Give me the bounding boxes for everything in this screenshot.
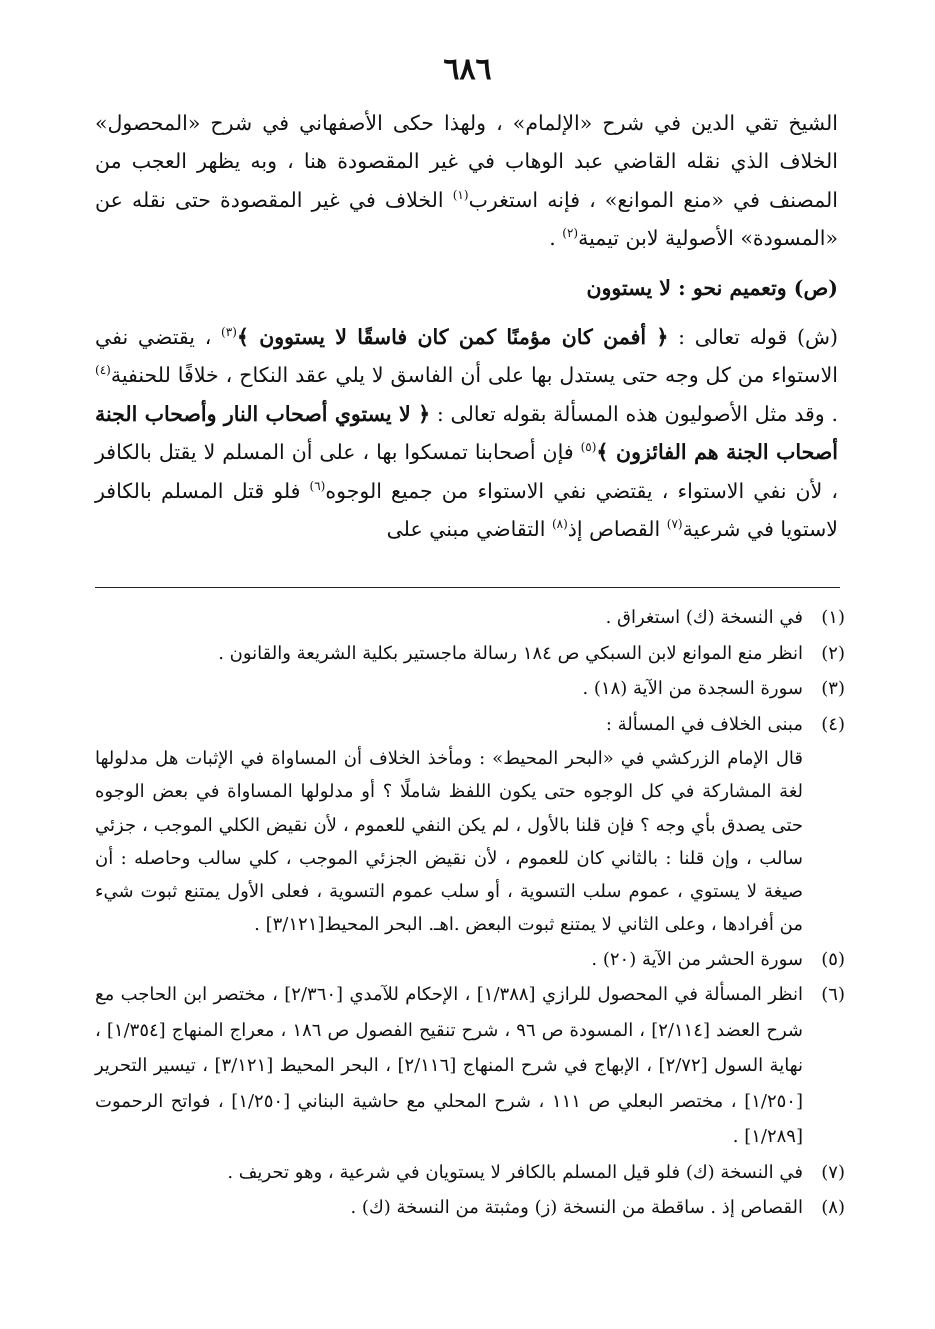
section-heading: (ص) وتعميم نحو : لا يستوون (586, 275, 838, 300)
footnote-text: انظر المسألة في المحصول للرازي [١/٣٨٨] ، الإحكام للآمدي [٢/٣٦٠] ، مختصر ابن الحاجب مع شرح العضد [٢/١١٤] ، المسودة ص ٩٦ ، شرح تنقيح الفصول ص ١٨٦ ، معراج المنهاج [١/٣٥٤] ، نهاية السول [٢/٧٢] ، الإبهاج في شرح المنهاج [٢/١١٦] ، البحر المحيط [٣/١٢١] ، تيسير التحرير [١/٢٥٠] ، مختصر البعلي ص ١١١ ، شرح المحلي مع حاشية البناني [١/٢٥٠] ، فواتح الرحموت [١/٢٨٩] . (95, 984, 804, 1148)
footnote-4 (95, 707, 845, 743)
paragraph-1 (95, 104, 838, 258)
paragraph-2-text-a: (ش) قوله تعالى : (668, 325, 838, 350)
paragraph-2-text-e: فلو قتل المسلم بالكافر لاستويا في شرعية (95, 478, 838, 542)
footnote-ref-5: (٥) (580, 440, 597, 455)
footnotes (95, 600, 845, 1226)
footnote-text: انظر منع الموانع لابن السبكي ص ١٨٤ رسالة ماجستير بكلية الشريعة والقانون . (218, 642, 803, 664)
footnote-text: في النسخة (ك) استغراق . (605, 607, 803, 628)
page-number: ٦٨٦ (443, 52, 492, 87)
footnote-number: (٥) (821, 948, 845, 970)
footnote-8 (95, 1190, 845, 1226)
footnote-number: (٢) (821, 642, 845, 664)
paragraph-2-text-g: التقاضي مبني على (386, 517, 552, 542)
quran-verse-2: ﴿ لا يستوي أصحاب النار وأصحاب الجنة أصحاب الجنة هم الفائزون ﴾ (95, 401, 838, 465)
footnote-number: (٧) (821, 1161, 845, 1183)
footnote-7 (95, 1155, 845, 1191)
footnote-ref-7: (٧) (666, 517, 683, 532)
footnote-text: سورة السجدة من الآية (١٨) . (582, 678, 803, 699)
paragraph-2-text-c: . وقد مثل الأصوليون هذه المسألة بقوله تعالى : (430, 401, 838, 426)
footnote-number: (٦) (821, 984, 845, 1006)
footnote-1 (95, 600, 845, 636)
paragraph-2-text-f: القصاص إذ (567, 517, 667, 542)
footnote-6 (95, 977, 845, 1155)
footnote-2 (95, 636, 845, 672)
footnote-text: سورة الحشر من الآية (٢٠) . (591, 948, 803, 970)
quran-verse-1: ﴿ أفمن كان مؤمنًا كمن كان فاسقًا لا يستوون ﴾ (236, 325, 669, 350)
footnote-ref-1: (١) (452, 187, 469, 202)
footnote-ref-8: (٨) (551, 517, 568, 532)
footnote-ref-2: (٢) (562, 226, 579, 241)
footnote-ref-3: (٣) (221, 325, 237, 340)
footnote-number: (٨) (821, 1197, 845, 1219)
paragraph-1-text-a: الشيخ تقي الدين في شرح «الإلمام» ، ولهذا حكى الأصفهاني في شرح «المحصول» الخلاف الذي نقله القاضي عبد الوهاب في غير المقصودة هنا ، وبه يظهر العجب من المصنف في «منع الموانع» ، فإنه استغرب (95, 111, 838, 212)
footnote-number: (١) (821, 607, 845, 628)
footnote-5 (95, 942, 845, 978)
footnote-3 (95, 671, 845, 707)
footnote-text: مبنى الخلاف في المسألة : (605, 713, 803, 735)
footnote-4-quote: قال الإمام الزركشي في «البحر المحيط» : ومأخذ الخلاف أن المساواة في الإثبات هل مدلولها لغة المشاركة في كل الوجوه حتى يكون اللفظ شاملًا ؟ أو مدلولها المساواة في بعض الوجوه حتى يصدق بأي وجه ؟ فإن قلنا بالأول ، لم يكن النفي للعموم ، لأن نقيض الكلي الموجب ، جزئي سالب ، وإن قلنا : بالثاني كان للعموم ، لأن نقيض الجزئي الموجب ، كلي سالب وحاصله : أن صيغة لا يستوي ، عموم سلب التسوية ، أو سلب عموم التسوية ، فعلى الأول يمتنع ثبوت شيء من أفرادها ، وعلى الثاني لا يمتنع ثبوت البعض .اهـ. البحر المحيط[٣/١٢١] . (95, 748, 803, 936)
paragraph-2-text-d: فإن أصحابنا تمسكوا بها ، على أن المسلم لا يقتل بالكافر ، لأن نفي الاستواء ، يقتضي نفي الاستواء من جميع الوجوه (95, 440, 839, 503)
paragraph-1-text-b: الخلاف في غير المقصودة حتى نقله عن «المسودة» الأصولية لابن تيمية (95, 187, 838, 251)
footnote-number: (٣) (821, 678, 845, 699)
footnote-ref-4: (٤) (95, 363, 111, 378)
footnote-divider (95, 587, 840, 588)
paragraph-2 (95, 318, 838, 548)
main-text (95, 104, 838, 548)
footnote-ref-6: (٦) (309, 478, 326, 493)
footnote-text: في النسخة (ك) فلو قيل المسلم بالكافر لا يستويان في شرعية ، وهو تحريف . (227, 1161, 803, 1183)
footnote-number: (٤) (821, 713, 845, 735)
paragraph-1-text-c: . (549, 226, 563, 251)
paragraph-2-text-b: ، يقتضي نفي الاستواء من كل وجه حتى يستدل بها على أن الفاسق لا يلي عقد النكاح ، خلافًا للحنفية (95, 325, 838, 388)
footnote-text: القصاص إذ . ساقطة من النسخة (ز) ومثبتة من النسخة (ك) . (350, 1197, 803, 1219)
